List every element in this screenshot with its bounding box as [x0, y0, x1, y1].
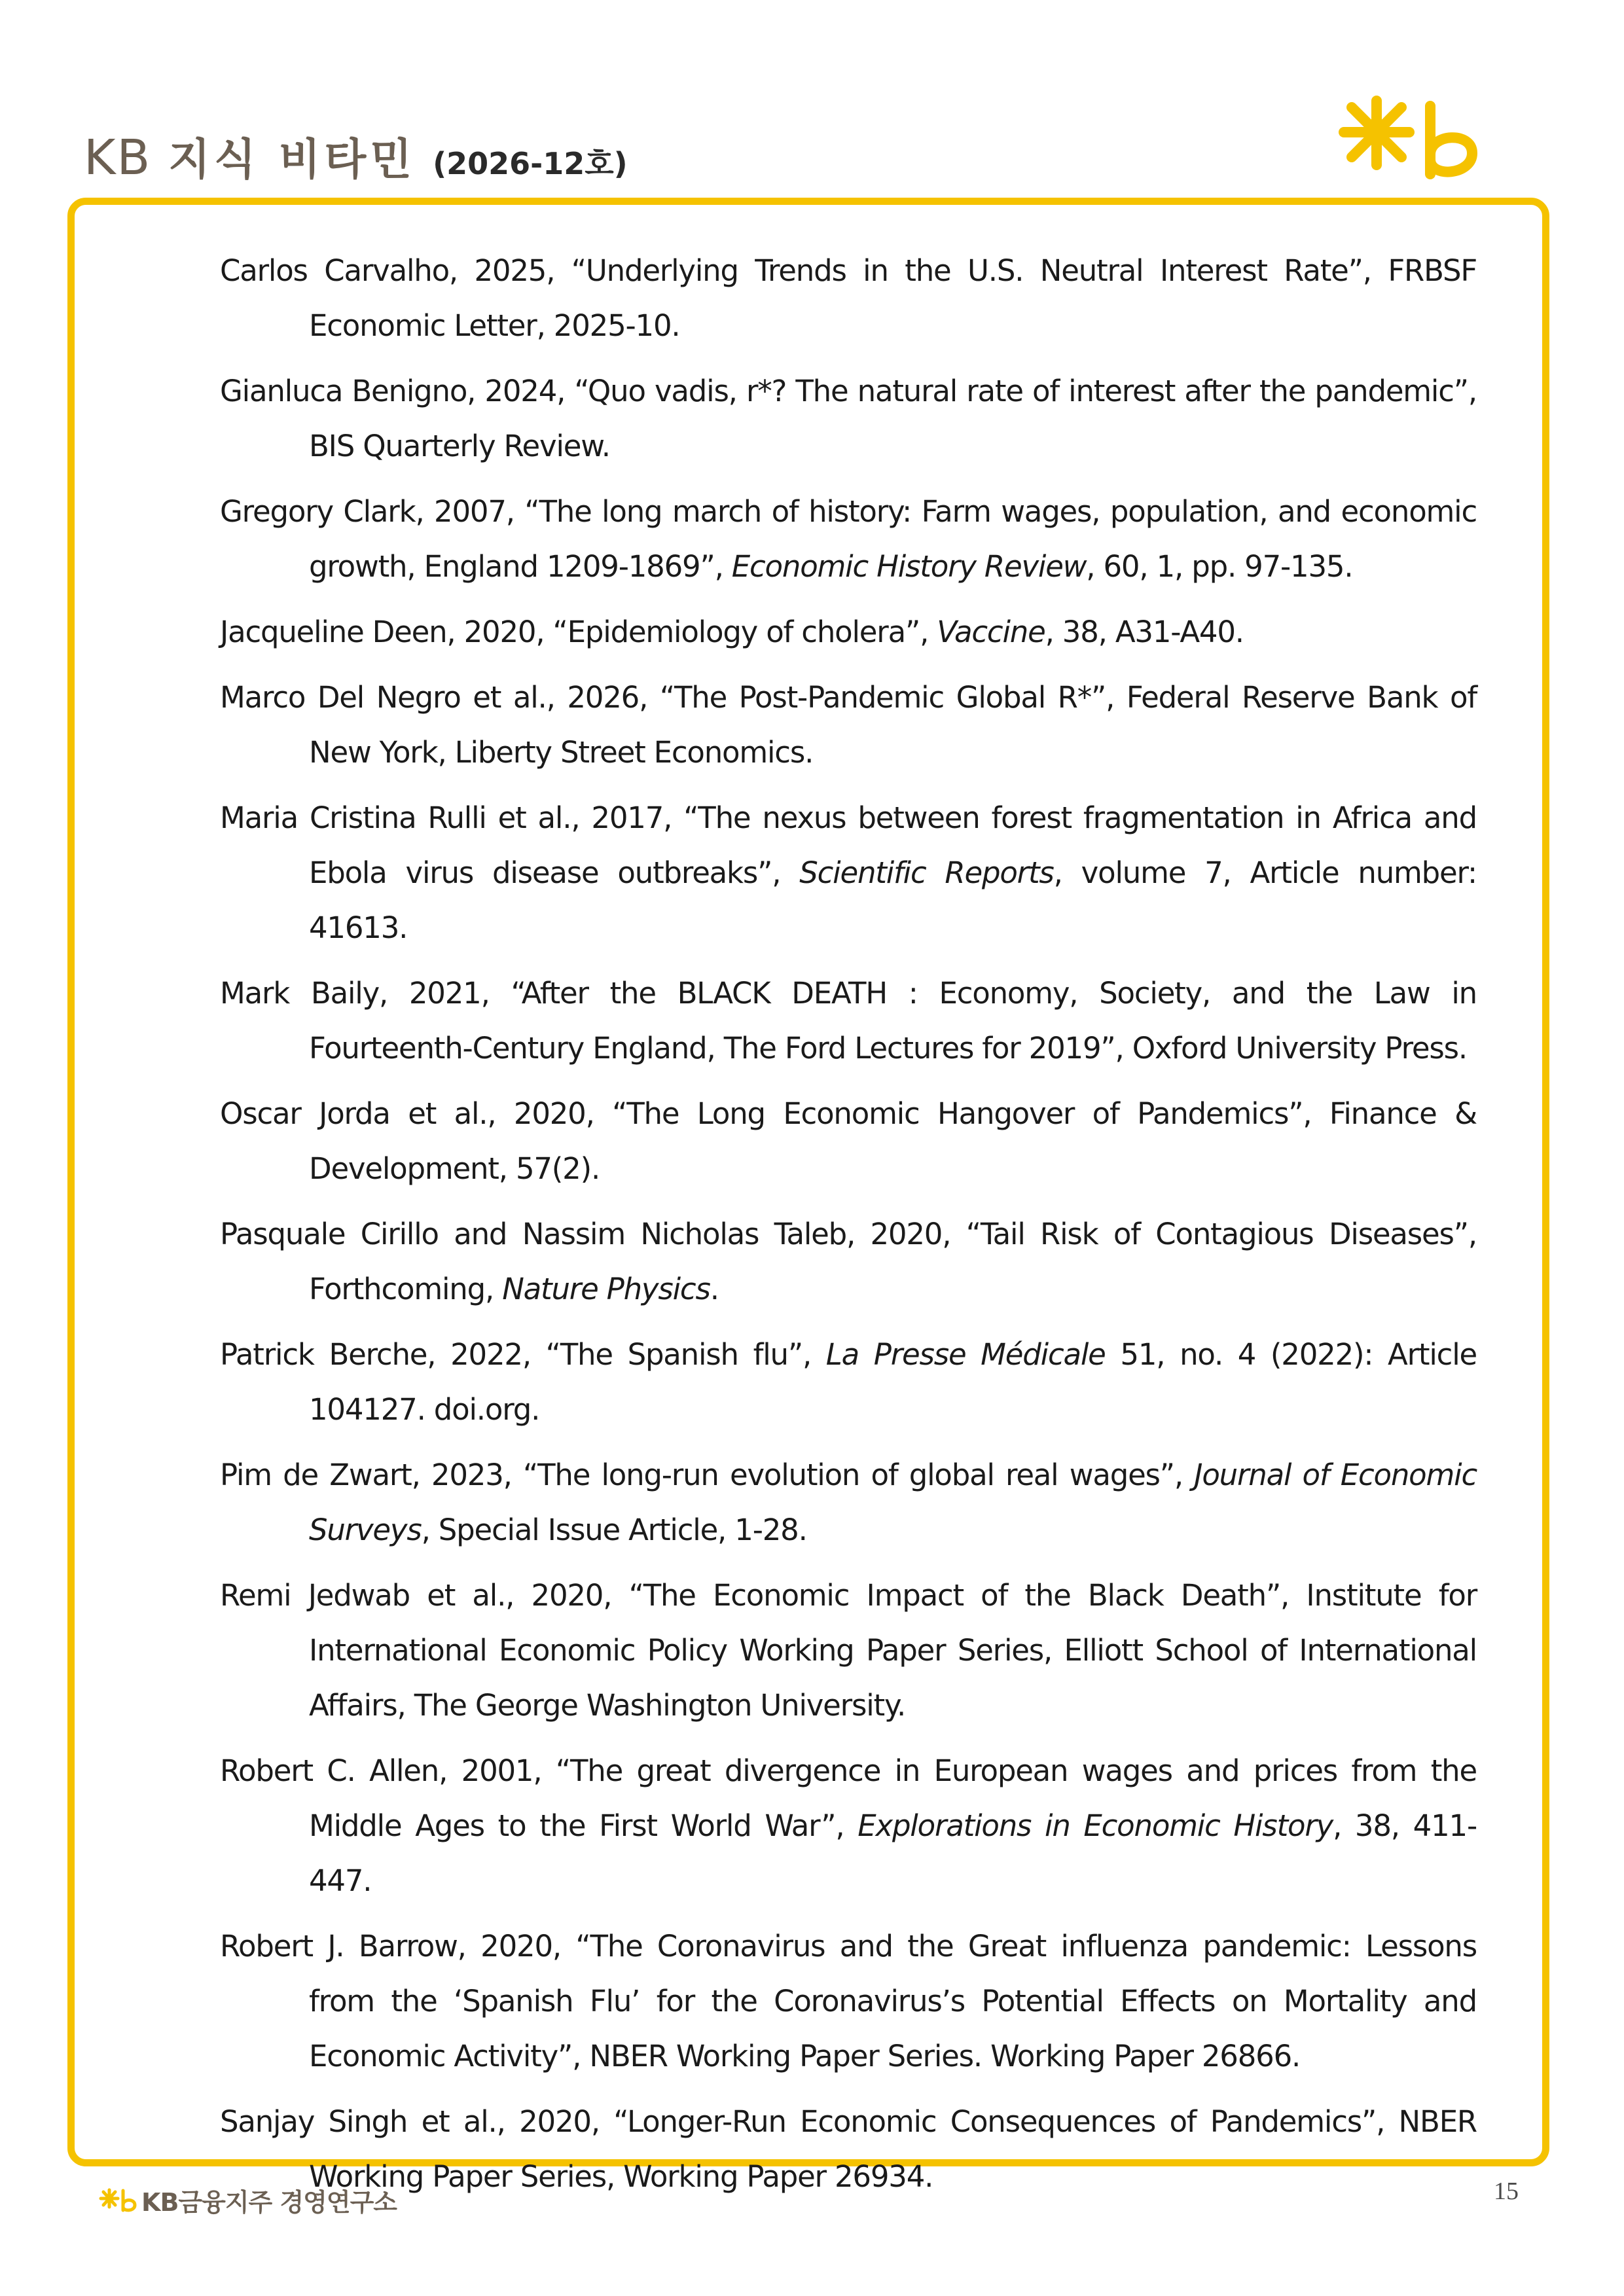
reference-entry [220, 791, 1477, 956]
reference-text: Pim de Zwart, 2023, “The long-run evolution of global real wages”, [220, 1458, 1195, 1492]
reference-text: Pasquale Cirillo and Nassim Nicholas Taleb, 2020, “Tail Risk of Contagious Diseases”, Forthcoming, [220, 1217, 1477, 1306]
reference-text-tail: . [710, 1272, 719, 1306]
reference-text: Gregory Clark, 2007, “The long march of history: Farm wages, population, and economic growth, England 1209-1869”, [220, 494, 1477, 584]
reference-text: Carlos Carvalho, 2025, “Underlying Trends in the U.S. Neutral Interest Rate”, FRBSF Economic Letter, 2025-10. [220, 253, 1477, 343]
reference-entry [220, 1327, 1477, 1437]
header-issue: (2026-12호) [433, 146, 628, 181]
reference-text: Gianluca Benigno, 2024, “Quo vadis, r*? The natural rate of interest after the pandemic”, BIS Quarterly Review. [220, 374, 1477, 463]
reference-entry [220, 1744, 1477, 1909]
reference-journal: Economic History Review [731, 549, 1087, 584]
page-header-title [84, 124, 628, 187]
reference-entry [220, 1086, 1477, 1196]
reference-journal: Vaccine [937, 615, 1045, 649]
reference-entry [220, 484, 1477, 594]
reference-text: Jacqueline Deen, 2020, “Epidemiology of cholera”, [220, 615, 937, 649]
reference-list [220, 243, 1477, 2215]
reference-entry [220, 1568, 1477, 1733]
reference-journal: Nature Physics [502, 1272, 710, 1306]
reference-entry [220, 1207, 1477, 1317]
reference-text-tail: , Special Issue Article, 1-28. [421, 1513, 807, 1547]
reference-journal: La Presse Médicale [825, 1337, 1106, 1372]
reference-text: Robert C. Allen, 2001, “The great divergence in European wages and prices from the Middle Ages to the First World War”, [220, 1753, 1477, 1843]
header-title: 지식 비타민 [168, 134, 416, 185]
reference-entry [220, 1919, 1477, 2084]
reference-text-tail: 51, no. 4 (2022): Article 104127. doi.org. [309, 1337, 1477, 1427]
kb-star-small-icon [98, 2187, 137, 2214]
reference-journal: Journal of Economic Surveys [309, 1458, 1477, 1547]
reference-text: Marco Del Negro et al., 2026, “The Post-Pandemic Global R*”, Federal Reserve Bank of New York, Liberty Street Economics. [220, 680, 1477, 770]
reference-text: Maria Cristina Rulli et al., 2017, “The nexus between forest fragmentation in Africa and Ebola virus disease outbreaks”, [220, 800, 1477, 890]
kb-star-logo-icon [1332, 92, 1489, 196]
reference-journal: Explorations in Economic History [857, 1808, 1333, 1843]
reference-text-tail: , volume 7, Article number: 41613. [309, 855, 1477, 945]
footer-brand [98, 2182, 397, 2218]
reference-entry [220, 966, 1477, 1076]
reference-text-tail: , 38, A31-A40. [1045, 615, 1244, 649]
reference-entry [220, 2094, 1477, 2204]
reference-text: Remi Jedwab et al., 2020, “The Economic Impact of the Black Death”, Institute for International Economic Policy Working Paper Series, Elliott School of International Affairs, The George Washington University. [220, 1578, 1477, 1723]
reference-entry [220, 364, 1477, 474]
reference-text-tail: , 38, 411-447. [309, 1808, 1477, 1898]
reference-entry [220, 1448, 1477, 1558]
reference-journal: Scientific Reports [799, 855, 1054, 890]
footer-org: KB금융지주 경영연구소 [141, 2188, 397, 2217]
reference-text: Oscar Jorda et al., 2020, “The Long Economic Hangover of Pandemics”, Finance & Development, 57(2). [220, 1096, 1477, 1186]
reference-entry [220, 243, 1477, 353]
reference-text: Patrick Berche, 2022, “The Spanish flu”, [220, 1337, 826, 1372]
reference-text: Mark Baily, 2021, “After the BLACK DEATH : Economy, Society, and the Law in Fourteenth-Century England, The Ford Lectures for 2019”, Oxford University Press. [220, 976, 1477, 1066]
page-number: 15 [1494, 2178, 1519, 2205]
reference-text: Sanjay Singh et al., 2020, “Longer-Run Economic Consequences of Pandemics”, NBER Working Paper Series, Working Paper 26934. [220, 2104, 1477, 2194]
reference-entry [220, 605, 1477, 660]
reference-entry [220, 670, 1477, 780]
header-kb: KB [84, 130, 152, 186]
reference-text: Robert J. Barrow, 2020, “The Coronavirus and the Great influenza pandemic: Lessons from the ‘Spanish Flu’ for the Coronavirus’s Potential Effects on Mortality and Economic Activity”, NBER Working Paper Series. Working Paper 26866. [220, 1929, 1477, 2073]
reference-text-tail: , 60, 1, pp. 97-135. [1086, 549, 1353, 584]
